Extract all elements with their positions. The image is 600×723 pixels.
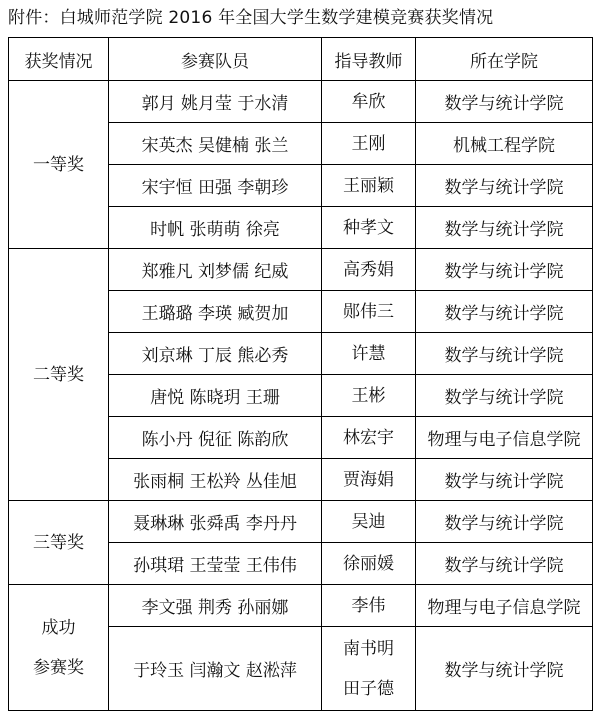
- advisor-name: 高秀娟: [343, 259, 394, 280]
- college-cell: 数学与统计学院: [416, 375, 593, 417]
- team-members-cell: 刘京琳 丁辰 熊必秀: [109, 333, 322, 375]
- advisor-name: 李伟: [351, 595, 386, 616]
- award-category-label: 二等奖: [33, 364, 84, 385]
- header-award-category: 获奖情况: [9, 38, 109, 81]
- college-cell: 数学与统计学院: [416, 543, 593, 585]
- award-category-label: 成功: [41, 617, 76, 638]
- advisor-cell: [322, 249, 416, 291]
- team-members-cell: 李文强 荆秀 孙丽娜: [109, 585, 322, 627]
- advisor-name: 徐丽媛: [343, 553, 394, 574]
- award-table: [8, 37, 593, 711]
- table-row: [9, 501, 593, 543]
- team-members-cell: 唐悦 陈晓玥 王珊: [109, 375, 322, 417]
- team-members-cell: 陈小丹 倪征 陈韵欣: [109, 417, 322, 459]
- team-members-cell: 宋英杰 吴健楠 张兰: [109, 123, 322, 165]
- advisor-name: 王彬: [351, 385, 386, 406]
- advisor-cell: [322, 459, 416, 501]
- header-advisor: 指导教师: [322, 38, 416, 81]
- college-cell: 数学与统计学院: [416, 81, 593, 123]
- advisor-cell: [322, 375, 416, 417]
- table-header-row: [9, 38, 593, 81]
- team-members-cell: 王璐璐 李瑛 臧贺加: [109, 291, 322, 333]
- advisor-name: 郧伟三: [343, 301, 394, 322]
- table-row: [9, 249, 593, 291]
- college-cell: 数学与统计学院: [416, 249, 593, 291]
- advisor-name: 南书明: [343, 638, 394, 659]
- college-cell: 数学与统计学院: [416, 333, 593, 375]
- header-college: 所在学院: [416, 38, 593, 81]
- college-cell: 数学与统计学院: [416, 207, 593, 249]
- award-category-label: 三等奖: [33, 532, 84, 553]
- advisor-cell: [322, 333, 416, 375]
- advisor-cell: [322, 291, 416, 333]
- advisor-name: 牟欣: [351, 91, 386, 112]
- team-members-cell: 宋宇恒 田强 李朝珍: [109, 165, 322, 207]
- team-members-cell: 郑雅凡 刘梦儒 纪威: [109, 249, 322, 291]
- award-category-cell: [9, 249, 109, 501]
- advisor-name: 林宏宇: [343, 427, 394, 448]
- advisor-cell: [322, 501, 416, 543]
- college-cell: 物理与电子信息学院: [416, 585, 593, 627]
- advisor-cell: [322, 417, 416, 459]
- team-members-cell: 时帆 张萌萌 徐亮: [109, 207, 322, 249]
- award-category-cell: [9, 501, 109, 585]
- college-cell: 数学与统计学院: [416, 627, 593, 711]
- team-members-cell: 孙琪珺 王莹莹 王伟伟: [109, 543, 322, 585]
- table-row: [9, 585, 593, 627]
- team-members-cell: 郭月 姚月莹 于水清: [109, 81, 322, 123]
- college-cell: 机械工程学院: [416, 123, 593, 165]
- advisor-cell: [322, 585, 416, 627]
- advisor-name: 吴迪: [351, 511, 386, 532]
- team-members-cell: 于玲玉 闫瀚文 赵淞萍: [109, 627, 322, 711]
- advisor-name: 种孝文: [343, 217, 394, 238]
- advisor-name: 王丽颖: [343, 175, 394, 196]
- advisor-cell: [322, 123, 416, 165]
- advisor-cell: [322, 207, 416, 249]
- advisor-name: 王刚: [351, 133, 386, 154]
- college-cell: 数学与统计学院: [416, 165, 593, 207]
- advisor-cell: [322, 543, 416, 585]
- advisor-name: 贾海娟: [343, 469, 394, 490]
- document-title: 附件：白城师范学院 2016 年全国大学生数学建模竞赛获奖情况: [8, 8, 494, 28]
- advisor-cell: [322, 627, 416, 711]
- advisor-name: 田子德: [343, 678, 394, 699]
- team-members-cell: 张雨桐 王松羚 丛佳旭: [109, 459, 322, 501]
- advisor-name: 许慧: [351, 343, 386, 364]
- team-members-cell: 聂琳琳 张舜禹 李丹丹: [109, 501, 322, 543]
- table-row: [9, 81, 593, 123]
- award-category-label: 参赛奖: [33, 657, 84, 678]
- advisor-cell: [322, 165, 416, 207]
- college-cell: 物理与电子信息学院: [416, 417, 593, 459]
- college-cell: 数学与统计学院: [416, 291, 593, 333]
- header-team-members: 参赛队员: [109, 38, 322, 81]
- award-category-cell: [9, 585, 109, 711]
- table-body: [9, 81, 593, 711]
- advisor-cell: [322, 81, 416, 123]
- award-category-label: 一等奖: [33, 154, 84, 175]
- college-cell: 数学与统计学院: [416, 459, 593, 501]
- college-cell: 数学与统计学院: [416, 501, 593, 543]
- award-category-cell: [9, 81, 109, 249]
